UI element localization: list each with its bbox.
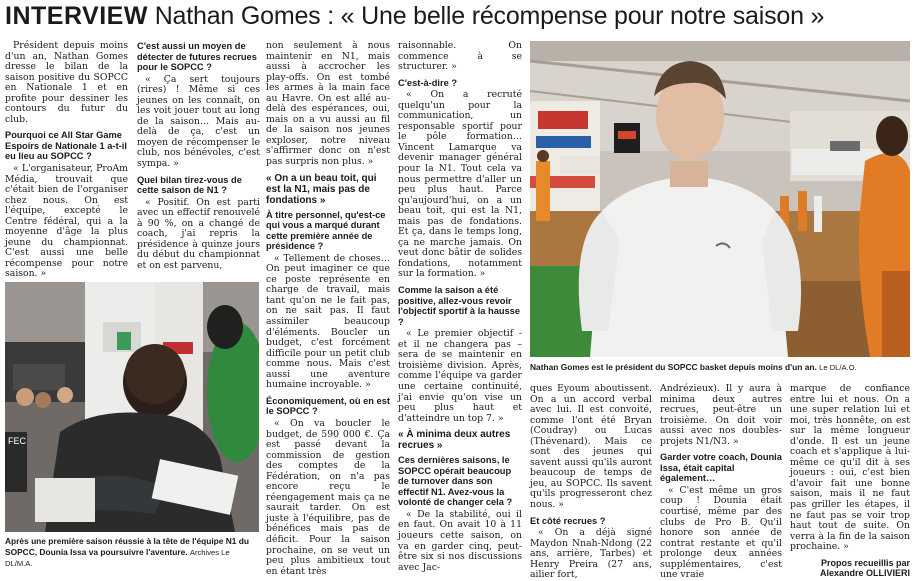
question: Et côté recrues ? — [530, 515, 606, 526]
answer: « Ça sert toujours (rires) ! Même si ces jeunes on les connaît, on les voit jouer tout au long de la saison… Mais au-delà de ça, c'est un moyen de récompenser le club, nos bénévoles, c'est sympa. » — [137, 73, 260, 170]
answer: « De la stabilité, oui il en faut. On avait 10 à 11 joueurs cette saison, on va en garder cinq, peut-être six si nos discussions avec Jac- — [398, 508, 522, 573]
column-2 — [137, 41, 260, 271]
question: À titre personnel, qu'est-ce qui vous a marqué durant cette première année de présidence ? — [266, 209, 386, 252]
coach-photo — [5, 282, 259, 532]
headline — [5, 2, 910, 34]
answer: non seulement à nous maintenir en N1, mais aussi à accrocher les play-offs. On est tombé les armes à la main face au Havre. On est allé au-delà des espérances, oui, mais on a vu aussi au fil de la saison nos jeunes exploser, notre niveau s'affirmer donc on n'est pas surpris non plus. » — [266, 40, 390, 168]
question: Pourquoi ce All Star Game Espoirs de Nationale 1 a-t-il eu lieu au SOPCC ? — [5, 130, 127, 162]
banner-text: FEC — [8, 436, 26, 446]
answer: « Le premier objectif - et il ne changera pas – sera de se maintenir en troisième division. Après, comme l'équipe va garder une certaine continuité, j'ai envie qu'on vise un peu plus haut et d'atteindre un top 7. » — [398, 328, 522, 424]
signature — [790, 558, 910, 579]
president-photo-caption — [530, 362, 910, 374]
coach-photo-image — [5, 282, 259, 532]
answer: « On va boucler le budget, de 590 000 €. Ça est passé devant la commission de gestion des comptes de la Fédération, on n'a pas encore reçu le réengagement mais ça ne saurait tarder. On est juste à l'équilibre, pas de bénéfices mais pas de déficit. Pour la saison prochaine, on se veut un peu plus ambitieux tout en étant très — [266, 417, 390, 577]
column-1 — [5, 41, 128, 285]
subheading: « À minima deux autres recrues » — [398, 429, 511, 452]
subheading: « On a un beau toit, qui est la N1, mais pas de fondations » — [266, 172, 377, 206]
answer: « On a déjà signé Maydon Nnah-Ndong (22 ans, arrière, Tarbes) et Henry Preira (27 ans, ailier fort, — [530, 527, 652, 581]
coach-caption-text: Après une première saison réussie à la tête de l'équipe N1 du SOPCC, Dounia Issa va poursuivre l'aventure. — [5, 536, 250, 557]
answer: ques Eyoum aboutissent. On a un accord verbal avec lui. Il est convoité, comme l'ont été Bryan (Coudray) ou Lucas (Thévenard). Mais ce sont des jeunes qui savent aussi qu'ils auront beaucoup de temps de jeu, au SOPCC. Ils savent qu'ils progresseront chez nous. » — [530, 383, 652, 511]
coach-photo-caption — [5, 536, 259, 570]
answer: Andrézieux). Il y aura à minima deux autres recrues, peut-être un troisième. On doit voir aussi avec nos doubles-projets N1/N3. » — [660, 383, 782, 447]
column-3 — [266, 41, 390, 577]
answer: « Positif. On est parti avec un effectif renouvelé à 90 %, on a changé de coach, j'ai repris la présidence à quinze jours du début du championnat et on est parvenu, — [137, 196, 260, 271]
answer: « On a recruté quelqu'un pour la communication, un responsable sportif pour le pôle formation… Vincent Lamarque va devenir manager général pour la N1. Tout cela va nous permettre d'aller un peu plus haut. Parce qu'aujourd'hui, on a un beau toit, qui est la N1, mais pas de fondations. Et ça, dans le temps long, ça ne marche jamais. On veut donc bâtir de solides fondations, notamment sur la formation. » — [398, 89, 522, 280]
president-photo — [530, 41, 910, 357]
question: Économiquement, où en est le SOPCC ? — [266, 395, 390, 417]
column-5 — [530, 384, 652, 581]
president-photo-image — [530, 41, 910, 357]
president-caption-credit: Le DL/A.O. — [819, 363, 857, 372]
question: C'est aussi un moyen de détecter de futures recrues pour le SOPCC ? — [137, 41, 257, 73]
column-6 — [660, 384, 782, 581]
question: Comme la saison a été positive, allez-vous revoir l'objectif sportif à la hausse ? — [398, 285, 521, 327]
answer: raisonnable. On commence à se structurer. » — [398, 40, 522, 73]
answer: « C'est même un gros coup ! Dounia était courtisé, même par des clubs de Pro B. Qu'il honore son année de contrat restante et qu'il prolonge deux années supplémentaires, c'est une vraie — [660, 484, 782, 581]
coach-caption-credit: Archives Le DL/M.A. — [5, 547, 230, 568]
question: Ces dernières saisons, le SOPCC opérait beaucoup de turnover dans son effectif N1. Avez-vous la volonté de changer cela ? — [398, 455, 513, 508]
question: C'est-à-dire ? — [398, 77, 458, 88]
signature-name: Alexandre OLLIVIERI — [819, 568, 910, 579]
president-caption-text: Nathan Gomes est le président du SOPCC basket depuis moins d'un an. — [530, 362, 817, 372]
answer: marque de confiance entre lui et nous. On a une super relation lui et moi, très honnête, on est sur la même longueur d'onde. Il est un jeune coach et s'applique à lui-même ce qu'il dit à ses joueurs : oui, c'est bien d'avoir fait une bonne saison, mais il ne faut pas griller les étapes, il ne faut pas se voir trop haut tout de suite. On verra à la fin de la saison prochaine. » — [790, 383, 910, 553]
column-4 — [398, 41, 522, 573]
answer: « Tellement de choses… On peut imaginer ce que ce poste représente en charge de travail, mais tant qu'on ne le fait pas, on ne sait pas. Il faut assimiler beaucoup d'éléments. Boucler un budget, c'est forcément difficile pour un petit club comme nous. Mais c'est aussi une aventure humaine incroyable. » — [266, 252, 390, 391]
article-intro: Président depuis moins d'un an, Nathan Gomes dresse le bilan de la saison positive du SOPCC en Nationale 1 et en profite pour dessiner les contours du futur du club. — [5, 40, 128, 125]
column-7 — [790, 384, 910, 579]
headline-title: Nathan Gomes : « Une belle récompense pour notre saison » — [154, 2, 825, 30]
signature-label: Propos recueillis par — [820, 557, 910, 568]
question: Garder votre coach, Dounia Issa, était capital également… — [660, 452, 782, 484]
question: Quel bilan tirez-vous de cette saison de N1 ? — [137, 174, 242, 196]
answer: « L'organisateur, ProAm Média, trouvait que c'était bien de l'organiser chez nous. On est l'équipe, excepté le Centre fédéral, qui a la moyenne d'âge la plus jeune du championnat. C'est aussi une belle récompense pour notre saison. » — [5, 163, 128, 280]
headline-kicker: INTERVIEW — [5, 2, 148, 30]
